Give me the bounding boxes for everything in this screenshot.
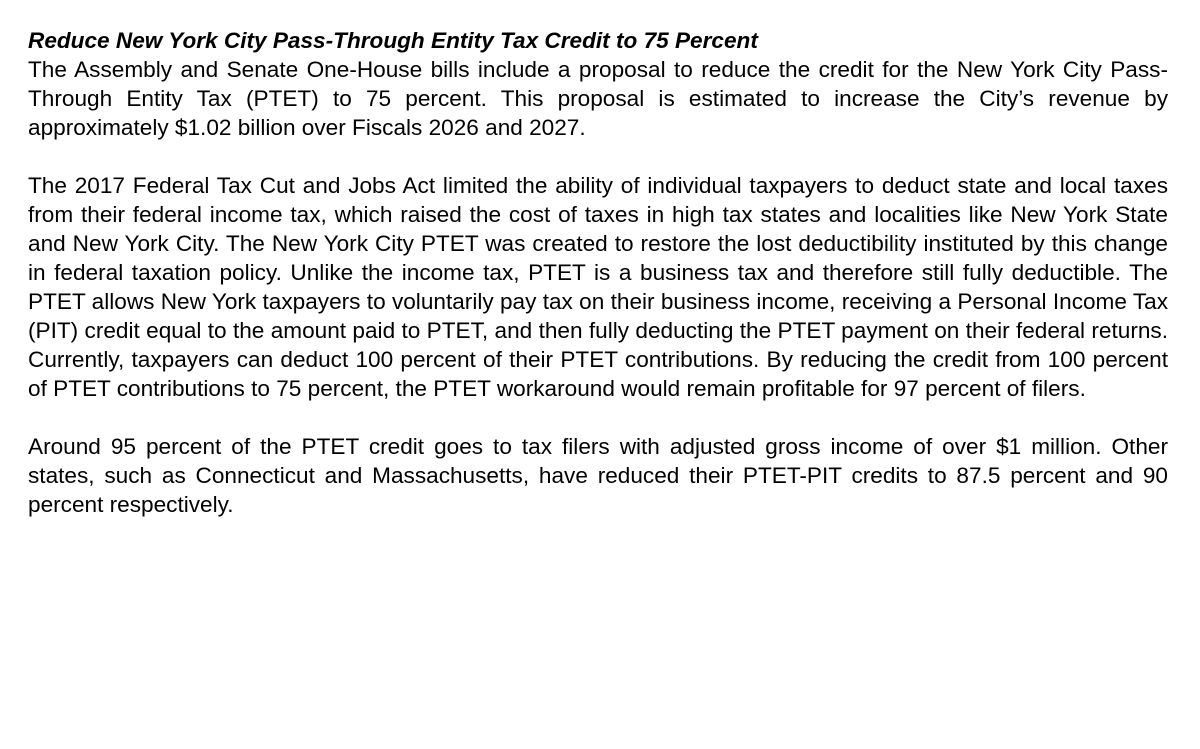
section-heading: Reduce New York City Pass-Through Entity Tax Credit to 75 Percent <box>28 28 758 53</box>
document-body <box>28 26 1168 519</box>
paragraph-distribution: Around 95 percent of the PTET credit goes to tax filers with adjusted gross income of over $1 million. Other states, such as Connecticut and Massachusetts, have reduced their PTET-PIT credits to 87.5 percent and 90 percent respectively. <box>28 434 1168 517</box>
paragraph-proposal: The Assembly and Senate One-House bills include a proposal to reduce the credit for the New York City Pass-Through Entity Tax (PTET) to 75 percent. This proposal is estimated to increase the City’s revenue by approximately $1.02 billion over Fiscals 2026 and 2027. <box>28 57 1168 140</box>
paragraph-background: The 2017 Federal Tax Cut and Jobs Act limited the ability of individual taxpayers to deduct state and local taxes from their federal income tax, which raised the cost of taxes in high tax states and localities like New York State and New York City. The New York City PTET was created to restore the lost deductibility instituted by this change in federal taxation policy. Unlike the income tax, PTET is a business tax and therefore still fully deductible. The PTET allows New York taxpayers to voluntarily pay tax on their business income, receiving a Personal Income Tax (PIT) credit equal to the amount paid to PTET, and then fully deducting the PTET payment on their federal returns. Currently, taxpayers can deduct 100 percent of their PTET contributions. By reducing the credit from 100 percent of PTET contributions to 75 percent, the PTET workaround would remain profitable for 97 percent of filers. <box>28 173 1168 401</box>
